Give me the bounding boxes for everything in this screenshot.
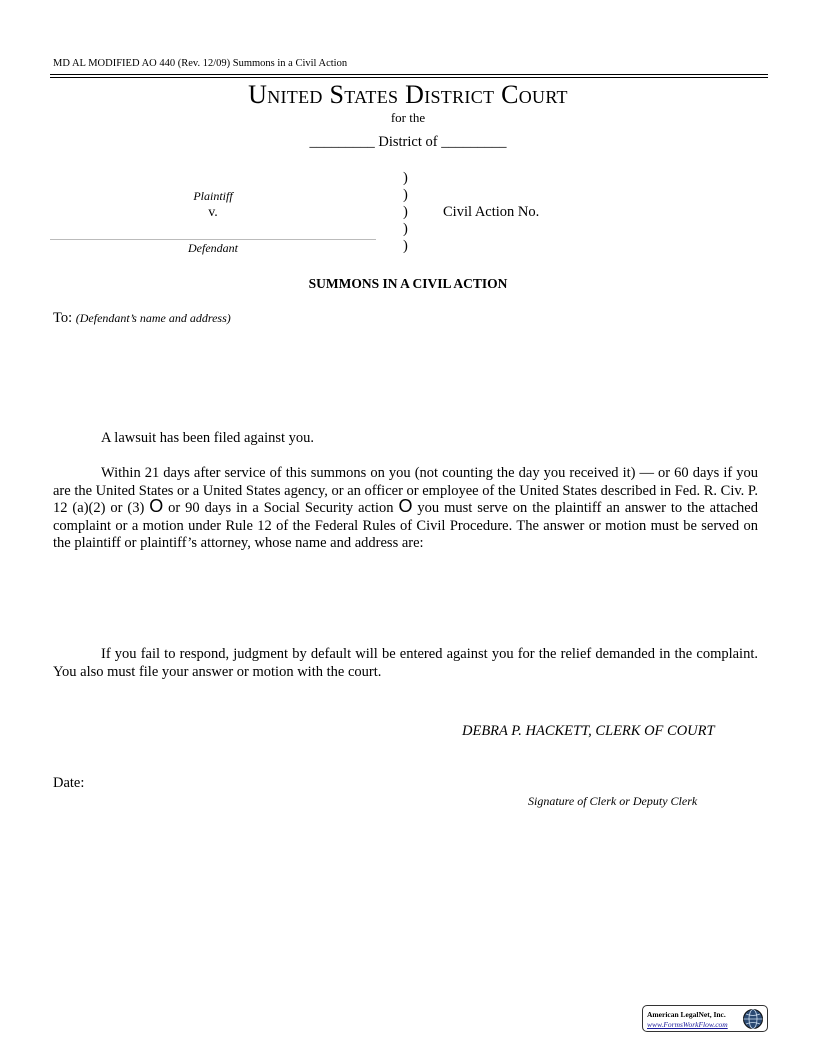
civil-action-number-label: Civil Action No. bbox=[443, 204, 540, 220]
deadline-text-part-1: Within 21 days after service of this summons on you (not counting the day you received it) — or 60 days if you are the United States or a United States agency, or an officer or employee of the United States described in Fed. R. Civ. P. 12 (a)(2) or (3) bbox=[53, 465, 758, 516]
response-deadline-paragraph bbox=[53, 465, 758, 553]
clerk-name: DEBRA P. HACKETT, CLERK OF COURT bbox=[462, 723, 715, 739]
globe-icon bbox=[742, 1008, 764, 1030]
caption-paren: ) bbox=[403, 187, 408, 203]
lawsuit-filed-paragraph: A lawsuit has been filed against you. bbox=[101, 430, 315, 446]
caption-paren: ) bbox=[403, 170, 408, 186]
circle-mark: O bbox=[398, 496, 413, 516]
defendant-rule bbox=[50, 239, 376, 240]
court-title: United States District Court bbox=[248, 80, 568, 109]
publisher-badge[interactable] bbox=[642, 1005, 768, 1032]
caption-paren: ) bbox=[403, 204, 408, 220]
header-rule-thin bbox=[50, 74, 768, 75]
date-label: Date: bbox=[53, 775, 85, 791]
signature-label: Signature of Clerk or Deputy Clerk bbox=[528, 794, 698, 808]
versus-text: v. bbox=[208, 205, 218, 220]
defendant-address-hint: (Defendant’s name and address) bbox=[75, 311, 231, 325]
circle-mark: O bbox=[149, 496, 164, 516]
caption-paren: ) bbox=[403, 221, 408, 237]
district-line: _________ District of _________ bbox=[309, 134, 507, 150]
defendant-label: Defendant bbox=[188, 241, 238, 255]
to-label: To: bbox=[53, 310, 73, 326]
header-rule-thick bbox=[50, 77, 768, 78]
plaintiff-label: Plaintiff bbox=[193, 189, 233, 203]
deadline-text-part-2: or 90 days in a Social Security action bbox=[163, 500, 399, 516]
caption-paren: ) bbox=[403, 238, 408, 254]
publisher-url-link[interactable]: www.FormsWorkFlow.com bbox=[647, 1020, 728, 1029]
summons-title: SUMMONS IN A CIVIL ACTION bbox=[308, 276, 508, 291]
deadline-text-part-3: you must serve on the plaintiff an answer to the attached complaint or a motion under Rule 12 of the Federal Rules of Civil Procedure. The answer or motion must be served on the plaintiff or plaintiff’s attorney, whose name and address are: bbox=[53, 500, 758, 551]
form-identifier: MD AL MODIFIED AO 440 (Rev. 12/09) Summons in a Civil Action bbox=[53, 58, 348, 69]
to-line bbox=[53, 310, 231, 327]
publisher-name: American LegalNet, Inc. bbox=[647, 1010, 726, 1019]
default-judgment-paragraph: If you fail to respond, judgment by default will be entered against you for the relief demanded in the complaint. You also must file your answer or motion with the court. bbox=[53, 646, 758, 680]
for-the-text: for the bbox=[390, 110, 426, 125]
